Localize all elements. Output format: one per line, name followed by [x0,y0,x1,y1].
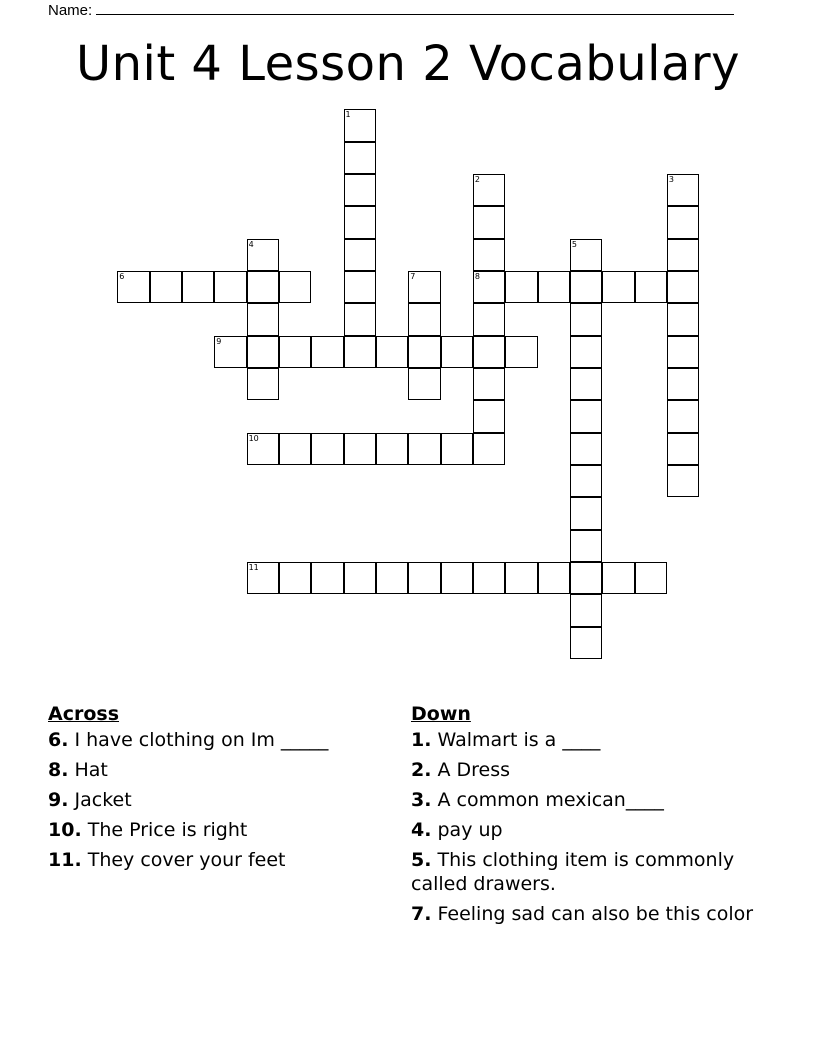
grid-cell[interactable] [570,400,602,432]
grid-cell[interactable] [279,433,311,465]
grid-cell[interactable] [570,336,602,368]
grid-cell[interactable] [473,271,505,303]
grid-cell[interactable] [570,465,602,497]
grid-cell[interactable] [344,174,376,206]
grid-cell[interactable] [473,239,505,271]
grid-cell[interactable] [667,303,699,335]
grid-cell[interactable] [570,303,602,335]
grid-cell[interactable] [344,206,376,238]
cell-number: 10 [248,433,259,443]
grid-cell[interactable] [667,206,699,238]
name-label: Name: [48,2,93,19]
grid-cell[interactable] [441,433,473,465]
clue-down-1: 1. Walmart is a ____ [411,729,601,751]
grid-cell[interactable] [570,368,602,400]
grid-cell[interactable] [570,433,602,465]
grid-cell[interactable] [667,174,699,206]
cell-number: 2 [474,174,480,184]
clue-down-2: 2. A Dress [411,759,511,781]
grid-cell[interactable] [344,562,376,594]
grid-cell[interactable] [602,271,634,303]
clue-across-11: 11. They cover your feet [48,849,286,871]
grid-cell[interactable] [667,400,699,432]
grid-cell[interactable] [667,239,699,271]
cell-number: 1 [345,110,351,120]
grid-cell[interactable] [667,433,699,465]
grid-cell[interactable] [344,271,376,303]
grid-cell[interactable] [247,433,279,465]
grid-cell[interactable] [311,336,343,368]
clue-down-4: 4. pay up [411,819,503,841]
grid-cell[interactable] [182,271,214,303]
grid-cell[interactable] [538,271,570,303]
cell-number: 3 [668,174,674,184]
down-heading: Down [411,703,471,725]
grid-cell[interactable] [408,271,440,303]
clue-across-6: 6. I have clothing on Im _____ [48,729,329,751]
grid-cell[interactable] [635,271,667,303]
grid-cell[interactable] [473,400,505,432]
grid-cell[interactable] [473,368,505,400]
grid-cell[interactable] [279,562,311,594]
grid-cell[interactable] [473,433,505,465]
grid-cell[interactable] [408,336,440,368]
grid-cell[interactable] [247,562,279,594]
grid-cell[interactable] [117,271,149,303]
grid-cell[interactable] [667,271,699,303]
grid-cell[interactable] [279,336,311,368]
grid-cell[interactable] [570,627,602,659]
cell-number: 9 [216,336,222,346]
grid-cell[interactable] [667,368,699,400]
grid-cell[interactable] [667,465,699,497]
grid-cell[interactable] [505,271,537,303]
grid-cell[interactable] [473,303,505,335]
grid-cell[interactable] [473,562,505,594]
grid-cell[interactable] [214,336,246,368]
grid-cell[interactable] [214,271,246,303]
grid-cell[interactable] [279,271,311,303]
cell-number: 5 [571,239,577,249]
across-heading: Across [48,703,120,725]
grid-cell[interactable] [247,239,279,271]
grid-cell[interactable] [570,271,602,303]
grid-cell[interactable] [538,562,570,594]
grid-cell[interactable] [473,206,505,238]
grid-cell[interactable] [473,336,505,368]
grid-cell[interactable] [505,336,537,368]
clue-down-7: 7. Feeling sad can also be this color [411,903,754,925]
grid-cell[interactable] [344,109,376,141]
cell-number: 6 [119,271,125,281]
clue-down-5: 5. This clothing item is commonly called drawers. [411,849,735,895]
grid-cell[interactable] [376,562,408,594]
grid-cell[interactable] [408,433,440,465]
grid-cell[interactable] [505,562,537,594]
cell-number: 8 [474,271,480,281]
down-clues [411,702,761,932]
grid-cell[interactable] [408,562,440,594]
clue-across-10: 10. The Price is right [48,819,248,841]
grid-cell[interactable] [247,303,279,335]
grid-cell[interactable] [376,336,408,368]
grid-cell[interactable] [570,497,602,529]
grid-cell[interactable] [344,142,376,174]
grid-cell[interactable] [602,562,634,594]
page-title: Unit 4 Lesson 2 Vocabulary [75,36,741,92]
grid-cell[interactable] [635,562,667,594]
grid-cell[interactable] [473,174,505,206]
grid-cell[interactable] [408,368,440,400]
grid-cell[interactable] [344,433,376,465]
grid-cell[interactable] [247,271,279,303]
grid-cell[interactable] [570,239,602,271]
grid-cell[interactable] [667,336,699,368]
grid-cell[interactable] [247,368,279,400]
grid-cell[interactable] [570,530,602,562]
cell-number: 7 [410,271,416,281]
grid-cell[interactable] [311,433,343,465]
cell-number: 4 [248,239,254,249]
grid-cell[interactable] [441,562,473,594]
grid-cell[interactable] [408,303,440,335]
clue-across-9: 9. Jacket [48,789,132,811]
grid-cell[interactable] [441,336,473,368]
grid-cell[interactable] [570,594,602,626]
grid-cell[interactable] [344,336,376,368]
clue-down-3: 3. A common mexican____ [411,789,664,811]
cell-number: 11 [248,562,259,572]
grid-cell[interactable] [570,562,602,594]
grid-cell[interactable] [376,433,408,465]
grid-cell[interactable] [344,303,376,335]
across-clues [48,702,388,878]
clue-across-8: 8. Hat [48,759,108,781]
grid-cell[interactable] [150,271,182,303]
grid-cell[interactable] [344,239,376,271]
grid-cell[interactable] [247,336,279,368]
grid-cell[interactable] [311,562,343,594]
